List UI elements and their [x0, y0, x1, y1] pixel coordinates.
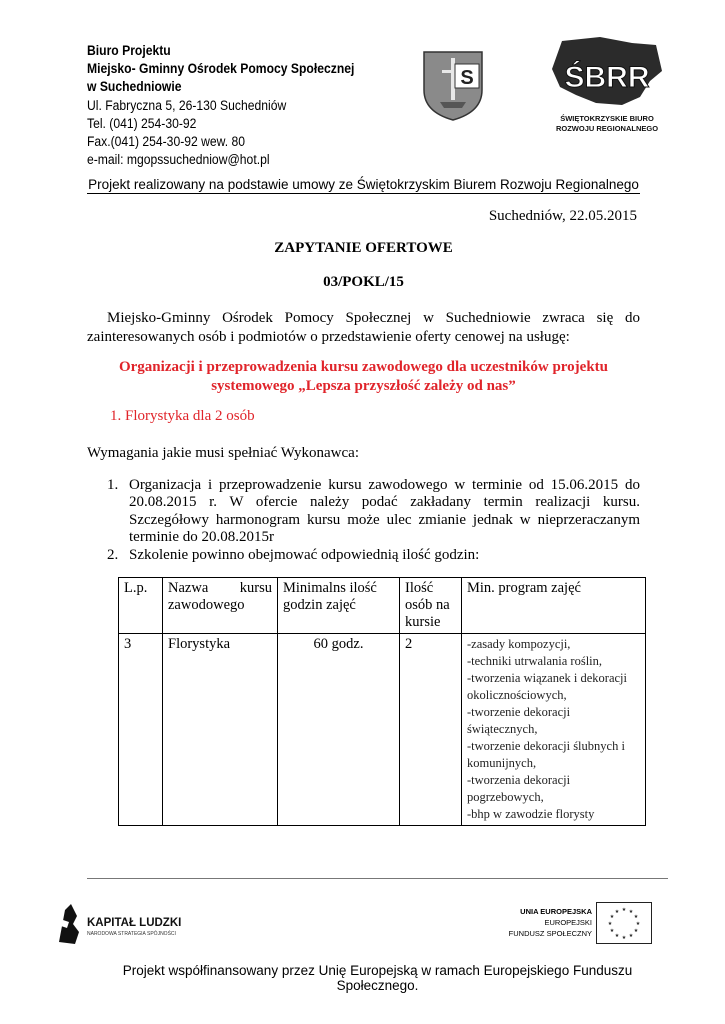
footer-text: Projekt współfinansowany przez Unię Europejską w ramach Europejskiego Funduszu Społecznego.: [122, 963, 633, 993]
kapital-ludzki-logo: [55, 902, 200, 946]
svg-text:★: ★: [614, 933, 620, 939]
table-header-name: Nazwa kursu zawodowego: [163, 578, 278, 634]
program-line: -zasady kompozycji,: [467, 637, 571, 651]
header-email: e-mail: mgopssuchedniow@hot.pl: [87, 152, 270, 168]
table-cell-lp: 3: [119, 634, 163, 826]
table-cell-people: 2: [400, 634, 462, 826]
eu-line3: FUNDUSZ SPOŁECZNY: [508, 929, 592, 938]
svg-text:★: ★: [635, 921, 641, 927]
svg-text:★: ★: [621, 907, 627, 913]
list-item: [107, 547, 640, 564]
kl-title: KAPITAŁ LUDZKI: [87, 917, 182, 929]
header-line2: Miejsko- Gminny Ośrodek Pomocy Społecznej: [87, 61, 355, 77]
program-line: -tworzenia wiązanek i dekoracji: [467, 671, 627, 685]
document-title: ZAPYTANIE OFERTOWE: [274, 240, 453, 256]
svg-text:★: ★: [633, 914, 639, 920]
coat-of-arms-icon: [422, 50, 484, 122]
program-line: -tworzenie dekoracji: [467, 705, 571, 719]
table-header-lp: L.p.: [119, 578, 163, 634]
eu-line1: UNIA EUROPEJSKA: [520, 907, 592, 916]
header-divider: [87, 193, 640, 194]
table-cell-program: [462, 634, 646, 826]
course-table: [118, 577, 646, 826]
table-row: [119, 634, 646, 826]
kl-subtitle: NARODOWA STRATEGIA SPÓJNOŚCI: [87, 931, 176, 937]
course-item: 1. Florystyka dla 2 osób: [110, 408, 255, 424]
subject-line1: Organizacji i przeprowadzenia kursu zawodowego dla uczestników projektu: [118, 359, 609, 375]
program-line: pogrzebowych,: [467, 790, 544, 804]
list-item-text: Szkolenie powinno obejmować odpowiednią ilość godzin:: [129, 546, 480, 563]
header-address: Ul. Fabryczna 5, 26-130 Suchedniów: [87, 97, 287, 113]
header-line1: Biuro Projektu: [87, 43, 171, 58]
table-cell-hours: 60 godz.: [278, 634, 400, 826]
table-header-people: Ilość osób na kursie: [400, 578, 462, 634]
eu-line2: EUROPEJSKI: [544, 918, 592, 927]
svg-text:★: ★: [614, 909, 620, 915]
sbrr-text: ŚBRR: [564, 61, 650, 94]
svg-text:★: ★: [607, 921, 613, 927]
subject-line2: systemowego „Lepsza przyszłość zależy od nas”: [211, 378, 516, 394]
intro-paragraph: Miejsko-Gminny Ośrodek Pomocy Społecznej w Suchedniowie zwraca się do zainteresowanych osób i podmiotów o przedstawienie oferty cenowej na usługę:: [87, 310, 640, 345]
eu-text-block: [496, 906, 592, 939]
table-header-row: [119, 578, 646, 634]
subject-heading: [87, 358, 640, 396]
header-tel: Tel. (041) 254-30-92: [87, 115, 197, 131]
svg-text:★: ★: [621, 935, 627, 941]
svg-text:★: ★: [609, 914, 615, 920]
list-item: [107, 477, 640, 547]
sbrr-sub2: ROZWOJU REGIONALNEGO: [555, 124, 659, 133]
program-line: świątecznych,: [467, 722, 538, 736]
requirements-label: Wymagania jakie musi spełniać Wykonawca:: [87, 445, 359, 461]
program-line: -tworzenie dekoracji ślubnych i: [467, 739, 625, 753]
header-line3: w Suchedniowie: [87, 79, 182, 95]
footer-divider: [87, 878, 668, 879]
document-date: Suchedniów, 22.05.2015: [488, 208, 637, 224]
program-line: -tworzenia dekoracji: [467, 773, 571, 787]
sbrr-sub1: ŚWIĘTOKRZYSKIE BIURO: [560, 114, 654, 123]
program-line: -techniki utrwalania roślin,: [467, 654, 603, 668]
document-number: 03/POKL/15: [323, 274, 404, 290]
list-item-text: Organizacja i przeprowadzenie kursu zawodowego w terminie od 15.06.2015 do 20.08.2015 r. W ofercie należy podać zakładany termin realizacji kursu. Szczegółowy harmonogram kursu może ulec zmianie jednak w nieprzeraczanym terminie do 20.08.2015r: [129, 477, 640, 546]
program-line: -bhp w zawodzie florysty: [467, 807, 595, 821]
project-subheader: Projekt realizowany na podstawie umowy ze Świętokrzyskim Biurem Rozwoju Regionalnego: [88, 177, 639, 192]
table-header-program: Min. program zajęć: [462, 578, 646, 634]
svg-text:★: ★: [628, 909, 634, 915]
coat-letter: S: [460, 67, 474, 89]
table-header-hours: Minimalns ilość godzin zajęć: [278, 578, 400, 634]
svg-text:★: ★: [628, 933, 634, 939]
list-item-number: 1.: [107, 477, 119, 493]
svg-text:★: ★: [633, 928, 639, 934]
list-item-number: 2.: [107, 546, 119, 563]
eu-flag-icon: [596, 902, 652, 944]
requirements-list: [107, 477, 640, 564]
header-block: [87, 42, 354, 169]
program-line: komunijnych,: [467, 756, 537, 770]
header-fax: Fax.(041) 254-30-92 wew. 80: [87, 134, 246, 150]
sbrr-logo: [540, 35, 675, 135]
svg-text:★: ★: [609, 928, 615, 934]
table-cell-name: Florystyka: [163, 634, 278, 826]
program-line: okolicznościowych,: [467, 688, 567, 702]
